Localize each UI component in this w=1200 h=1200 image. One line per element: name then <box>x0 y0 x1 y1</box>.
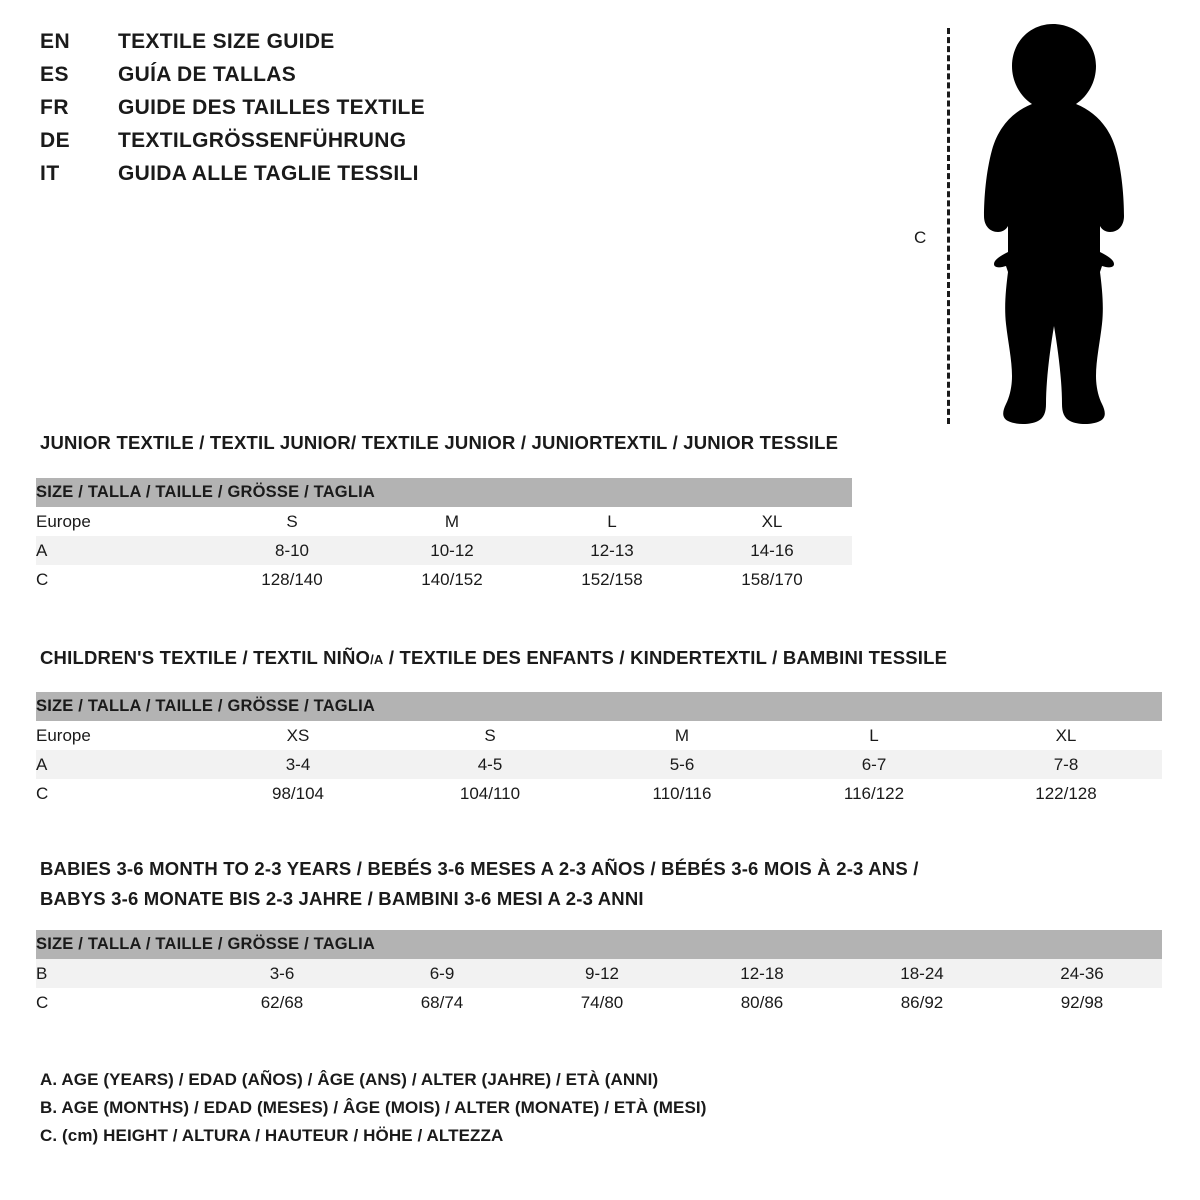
table-row <box>36 779 1162 808</box>
junior-size-header: L <box>532 507 692 536</box>
junior-size-table <box>36 478 852 594</box>
language-title-list <box>40 30 600 195</box>
language-row <box>40 129 600 162</box>
children-cell: 116/122 <box>778 779 970 808</box>
children-size-header: M <box>586 721 778 750</box>
babies-cell: 9-12 <box>522 959 682 988</box>
children-size-table <box>36 692 1162 808</box>
junior-cell: 8-10 <box>212 536 372 565</box>
junior-region-label: Europe <box>36 507 212 536</box>
babies-cell: 62/68 <box>202 988 362 1017</box>
table-row <box>36 959 1162 988</box>
children-cell: 104/110 <box>394 779 586 808</box>
children-size-header: XS <box>202 721 394 750</box>
language-title: GUÍA DE TALLAS <box>118 63 297 86</box>
language-row <box>40 162 600 195</box>
junior-row-label: C <box>36 565 212 594</box>
children-cell: 98/104 <box>202 779 394 808</box>
language-row <box>40 63 600 96</box>
children-cell: 122/128 <box>970 779 1162 808</box>
junior-section-title: JUNIOR TEXTILE / TEXTIL JUNIOR/ TEXTILE JUNIOR / JUNIORTEXTIL / JUNIOR TESSILE <box>40 432 839 453</box>
language-row <box>40 96 600 129</box>
language-code: FR <box>40 96 69 119</box>
babies-title-line-2: BABYS 3-6 MONATE BIS 2-3 JAHRE / BAMBINI 3-6 MESI A 2-3 ANNI <box>40 888 644 909</box>
junior-row-label: A <box>36 536 212 565</box>
junior-cell: 128/140 <box>212 565 372 594</box>
table-row <box>36 536 852 565</box>
children-cell: 6-7 <box>778 750 970 779</box>
children-band-label: SIZE / TALLA / TAILLE / GRÖSSE / TAGLIA <box>36 692 1162 721</box>
junior-cell: 152/158 <box>532 565 692 594</box>
junior-cell: 12-13 <box>532 536 692 565</box>
legend-height: C. (cm) HEIGHT / ALTURA / HAUTEUR / HÖHE / ALTEZZA <box>40 1126 504 1145</box>
babies-cell: 80/86 <box>682 988 842 1017</box>
table-row <box>36 721 1162 750</box>
table-row <box>36 988 1162 1017</box>
language-code: EN <box>40 30 71 53</box>
babies-title-line-1: BABIES 3-6 MONTH TO 2-3 YEARS / BEBÉS 3-6 MESES A 2-3 AÑOS / BÉBÉS 3-6 MOIS À 2-3 ANS / <box>40 858 919 879</box>
babies-cell: 74/80 <box>522 988 682 1017</box>
table-row <box>36 750 1162 779</box>
junior-cell: 14-16 <box>692 536 852 565</box>
babies-cell: 12-18 <box>682 959 842 988</box>
child-figure-diagram <box>900 10 1160 430</box>
height-measure-label: C <box>914 228 927 247</box>
language-title: TEXTILGRÖSSENFÜHRUNG <box>118 129 407 152</box>
junior-cell: 10-12 <box>372 536 532 565</box>
children-region-label: Europe <box>36 721 202 750</box>
children-row-label: C <box>36 779 202 808</box>
children-cell: 7-8 <box>970 750 1162 779</box>
language-title: GUIDE DES TAILLES TEXTILE <box>118 96 425 119</box>
children-cell: 4-5 <box>394 750 586 779</box>
language-title: GUIDA ALLE TAGLIE TESSILI <box>118 162 419 185</box>
children-size-header: S <box>394 721 586 750</box>
children-cell: 110/116 <box>586 779 778 808</box>
legend-age-years: A. AGE (YEARS) / EDAD (AÑOS) / ÂGE (ANS) / ALTER (JAHRE) / ETÀ (ANNI) <box>40 1070 659 1089</box>
language-title: TEXTILE SIZE GUIDE <box>118 30 335 53</box>
babies-size-table <box>36 930 1162 1017</box>
language-row <box>40 30 600 63</box>
table-band-row <box>36 692 1162 721</box>
children-section-title <box>40 643 947 675</box>
junior-cell: 158/170 <box>692 565 852 594</box>
children-title-pre: CHILDREN'S TEXTILE / TEXTIL NIÑO <box>40 647 371 668</box>
language-code: ES <box>40 63 70 86</box>
babies-cell: 3-6 <box>202 959 362 988</box>
babies-cell: 6-9 <box>362 959 522 988</box>
babies-cell: 92/98 <box>1002 988 1162 1017</box>
babies-cell: 24-36 <box>1002 959 1162 988</box>
measurement-legend <box>40 1066 707 1150</box>
language-code: DE <box>40 129 71 152</box>
children-title-sub: /A <box>370 652 384 667</box>
table-row <box>36 565 852 594</box>
babies-cell: 18-24 <box>842 959 1002 988</box>
junior-size-header: S <box>212 507 372 536</box>
junior-cell: 140/152 <box>372 565 532 594</box>
babies-row-label: C <box>36 988 202 1017</box>
babies-row-label: B <box>36 959 202 988</box>
legend-age-months: B. AGE (MONTHS) / EDAD (MESES) / ÂGE (MOIS) / ALTER (MONATE) / ETÀ (MESI) <box>40 1098 707 1117</box>
children-size-header: XL <box>970 721 1162 750</box>
junior-size-header: M <box>372 507 532 536</box>
babies-band-label: SIZE / TALLA / TAILLE / GRÖSSE / TAGLIA <box>36 930 1162 959</box>
table-band-row <box>36 478 852 507</box>
children-cell: 3-4 <box>202 750 394 779</box>
children-size-header: L <box>778 721 970 750</box>
children-row-label: A <box>36 750 202 779</box>
junior-band-label: SIZE / TALLA / TAILLE / GRÖSSE / TAGLIA <box>36 478 852 507</box>
language-code: IT <box>40 162 60 185</box>
babies-cell: 86/92 <box>842 988 1002 1017</box>
child-silhouette-icon <box>950 20 1160 430</box>
children-cell: 5-6 <box>586 750 778 779</box>
table-band-row <box>36 930 1162 959</box>
junior-size-header: XL <box>692 507 852 536</box>
babies-section-title <box>40 854 919 914</box>
table-row <box>36 507 852 536</box>
children-title-post: / TEXTILE DES ENFANTS / KINDERTEXTIL / BAMBINI TESSILE <box>383 647 948 668</box>
babies-cell: 68/74 <box>362 988 522 1017</box>
